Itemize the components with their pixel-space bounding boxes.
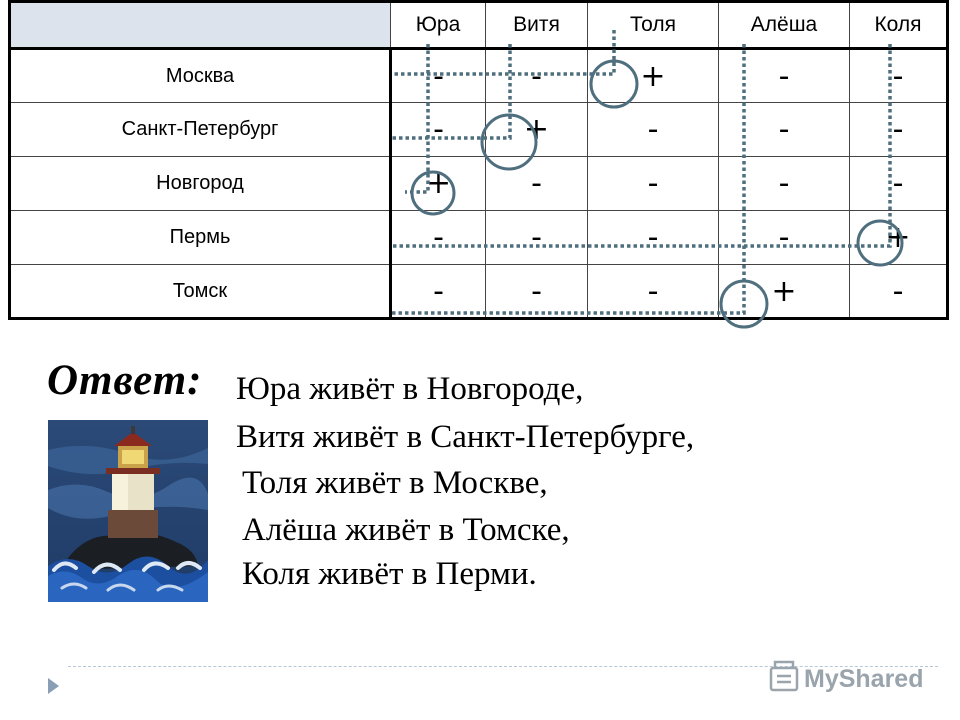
table-cell: - xyxy=(850,265,948,319)
table-cell: - xyxy=(588,103,719,157)
lighthouse-image xyxy=(48,420,208,602)
table-cell: - xyxy=(588,265,719,319)
table-cell: - xyxy=(391,49,486,103)
table-cell: - xyxy=(719,211,850,265)
row-header-city: Новгород xyxy=(10,157,391,211)
table-cell: + xyxy=(588,49,719,103)
table-cell: - xyxy=(391,211,486,265)
answer-line: Алёша живёт в Томске, xyxy=(242,512,570,548)
table-cell: - xyxy=(486,211,588,265)
table-corner-cell xyxy=(10,2,391,49)
table-row xyxy=(10,265,948,319)
answer-line: Толя живёт в Москве, xyxy=(242,465,548,501)
table-cell: - xyxy=(850,157,948,211)
table-row xyxy=(10,157,948,211)
table-cell: - xyxy=(486,265,588,319)
table-cell: - xyxy=(719,103,850,157)
logic-table xyxy=(8,0,949,320)
row-header-city: Пермь xyxy=(10,211,391,265)
table-cell: + xyxy=(486,103,588,157)
table-cell: + xyxy=(850,211,948,265)
table-row xyxy=(10,211,948,265)
table-cell: + xyxy=(719,265,850,319)
answer-line: Коля живёт в Перми. xyxy=(242,556,537,592)
watermark-logo xyxy=(766,654,936,700)
column-header: Толя xyxy=(588,2,719,49)
column-header: Алёша xyxy=(719,2,850,49)
answer-label: Ответ: xyxy=(47,357,203,404)
answer-line: Юра живёт в Новгороде, xyxy=(236,371,584,407)
column-header: Коля xyxy=(850,2,948,49)
table-cell: - xyxy=(391,265,486,319)
column-header: Юра xyxy=(391,2,486,49)
row-header-city: Москва xyxy=(10,49,391,103)
row-header-city: Санкт-Петербург xyxy=(10,103,391,157)
table-cell: - xyxy=(588,211,719,265)
watermark-text: MyShared xyxy=(804,665,924,693)
table-row xyxy=(10,103,948,157)
table-row xyxy=(10,49,948,103)
answer-line: Витя живёт в Санкт-Петербурге, xyxy=(236,419,695,455)
table-cell: - xyxy=(850,103,948,157)
table-cell: + xyxy=(391,157,486,211)
table-cell: - xyxy=(391,103,486,157)
nav-arrow-icon xyxy=(44,676,62,696)
table-cell: - xyxy=(850,49,948,103)
table-cell: - xyxy=(486,49,588,103)
table-cell: - xyxy=(719,49,850,103)
row-header-city: Томск xyxy=(10,265,391,319)
table-cell: - xyxy=(486,157,588,211)
column-header: Витя xyxy=(486,2,588,49)
table-cell: - xyxy=(588,157,719,211)
table-cell: - xyxy=(719,157,850,211)
table-header-row xyxy=(10,2,948,49)
